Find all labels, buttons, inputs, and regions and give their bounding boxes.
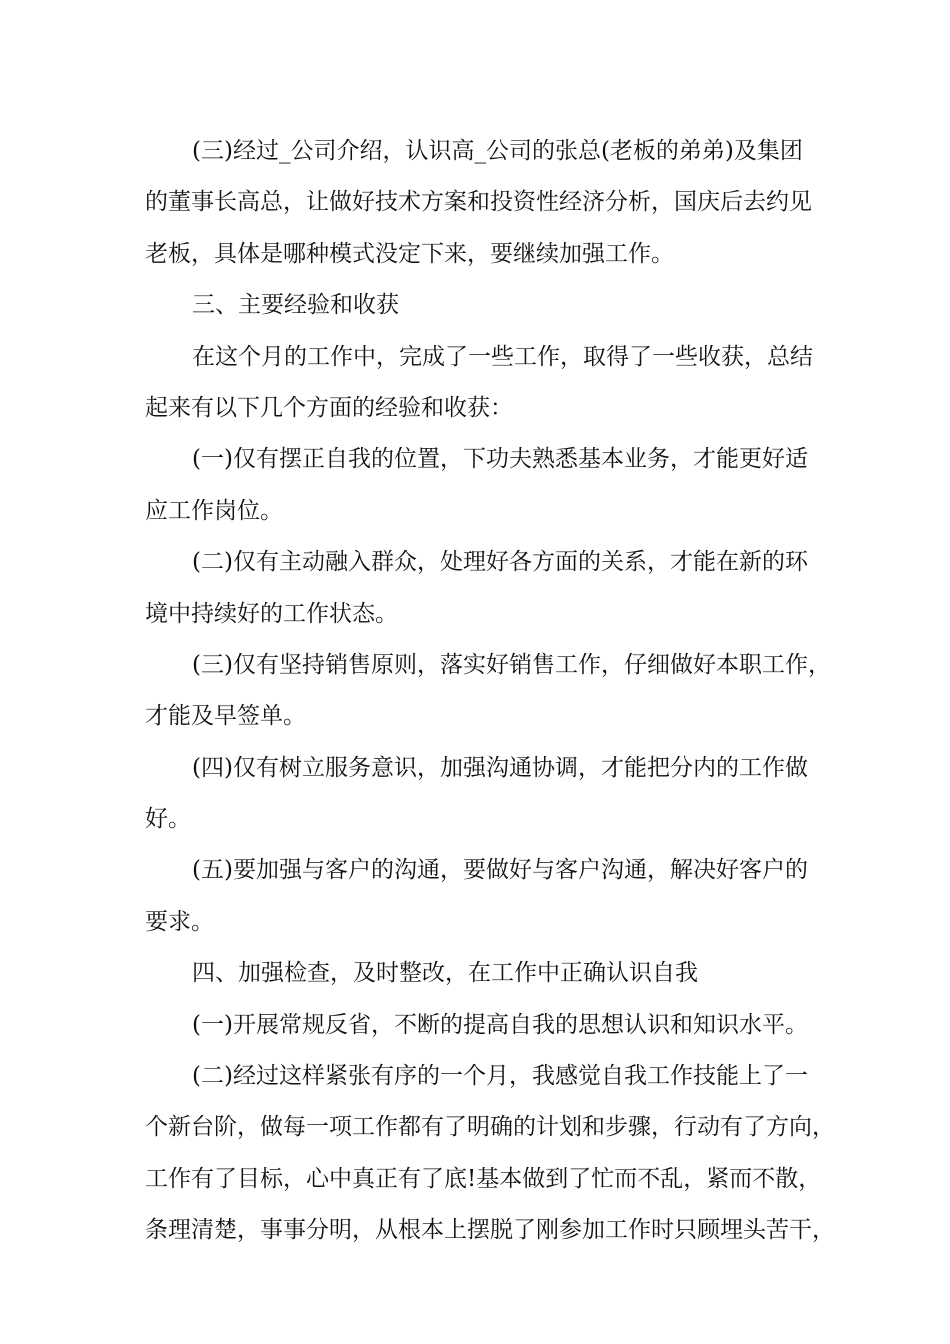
paragraph-line: 要求。 [145, 908, 214, 935]
paragraph-line: (五)要加强与客户的沟通，要做好与客户沟通，解决好客户的 [192, 857, 808, 884]
paragraph-line: 老板，具体是哪种模式没定下来，要继续加强工作。 [145, 240, 674, 267]
paragraph-line: (四)仅有树立服务意识，加强沟通协调，才能把分内的工作做 [192, 754, 808, 781]
paragraph-line: 个新台阶，做每一项工作都有了明确的计划和步骤，行动有了方向， [145, 1114, 835, 1141]
paragraph-line: (二)仅有主动融入群众，处理好各方面的关系，才能在新的环 [192, 549, 808, 576]
paragraph-line: (三)经过_公司介绍，认识高_公司的张总(老板的弟弟)及集团 [192, 138, 803, 164]
paragraph-line: 的董事长高总，让做好技术方案和投资性经济分析，国庆后去约见 [145, 189, 812, 216]
document-body [145, 126, 835, 1257]
paragraph-line: (一)仅有摆正自我的位置，下功夫熟悉基本业务，才能更好适 [192, 446, 808, 473]
paragraph-line: 条理清楚，事事分明，从根本上摆脱了刚参加工作时只顾埋头苦干， [145, 1217, 835, 1244]
paragraph-line: 应工作岗位。 [145, 497, 283, 524]
paragraph-line: 工作有了目标，心中真正有了底!基本做到了忙而不乱，紧而不散， [145, 1165, 822, 1192]
paragraph-line: 境中持续好的工作状态。 [145, 600, 398, 627]
paragraph-line: (二)经过这样紧张有序的一个月，我感觉自我工作技能上了一 [192, 1063, 808, 1090]
section-heading: 三、主要经验和收获 [192, 292, 399, 319]
paragraph-line: 在这个月的工作中，完成了一些工作，取得了一些收获，总结 [192, 343, 813, 370]
paragraph-line: 好。 [145, 806, 191, 833]
paragraph-line: 起来有以下几个方面的经验和收获： [145, 394, 513, 421]
paragraph-line: (一)开展常规反省，不断的提高自我的思想认识和知识水平。 [192, 1011, 808, 1038]
section-heading: 四、加强检查，及时整改，在工作中正确认识自我 [192, 960, 698, 987]
paragraph-line: (三)仅有坚持销售原则，落实好销售工作，仔细做好本职工作， [192, 651, 831, 678]
paragraph-line: 才能及早签单。 [145, 703, 306, 730]
